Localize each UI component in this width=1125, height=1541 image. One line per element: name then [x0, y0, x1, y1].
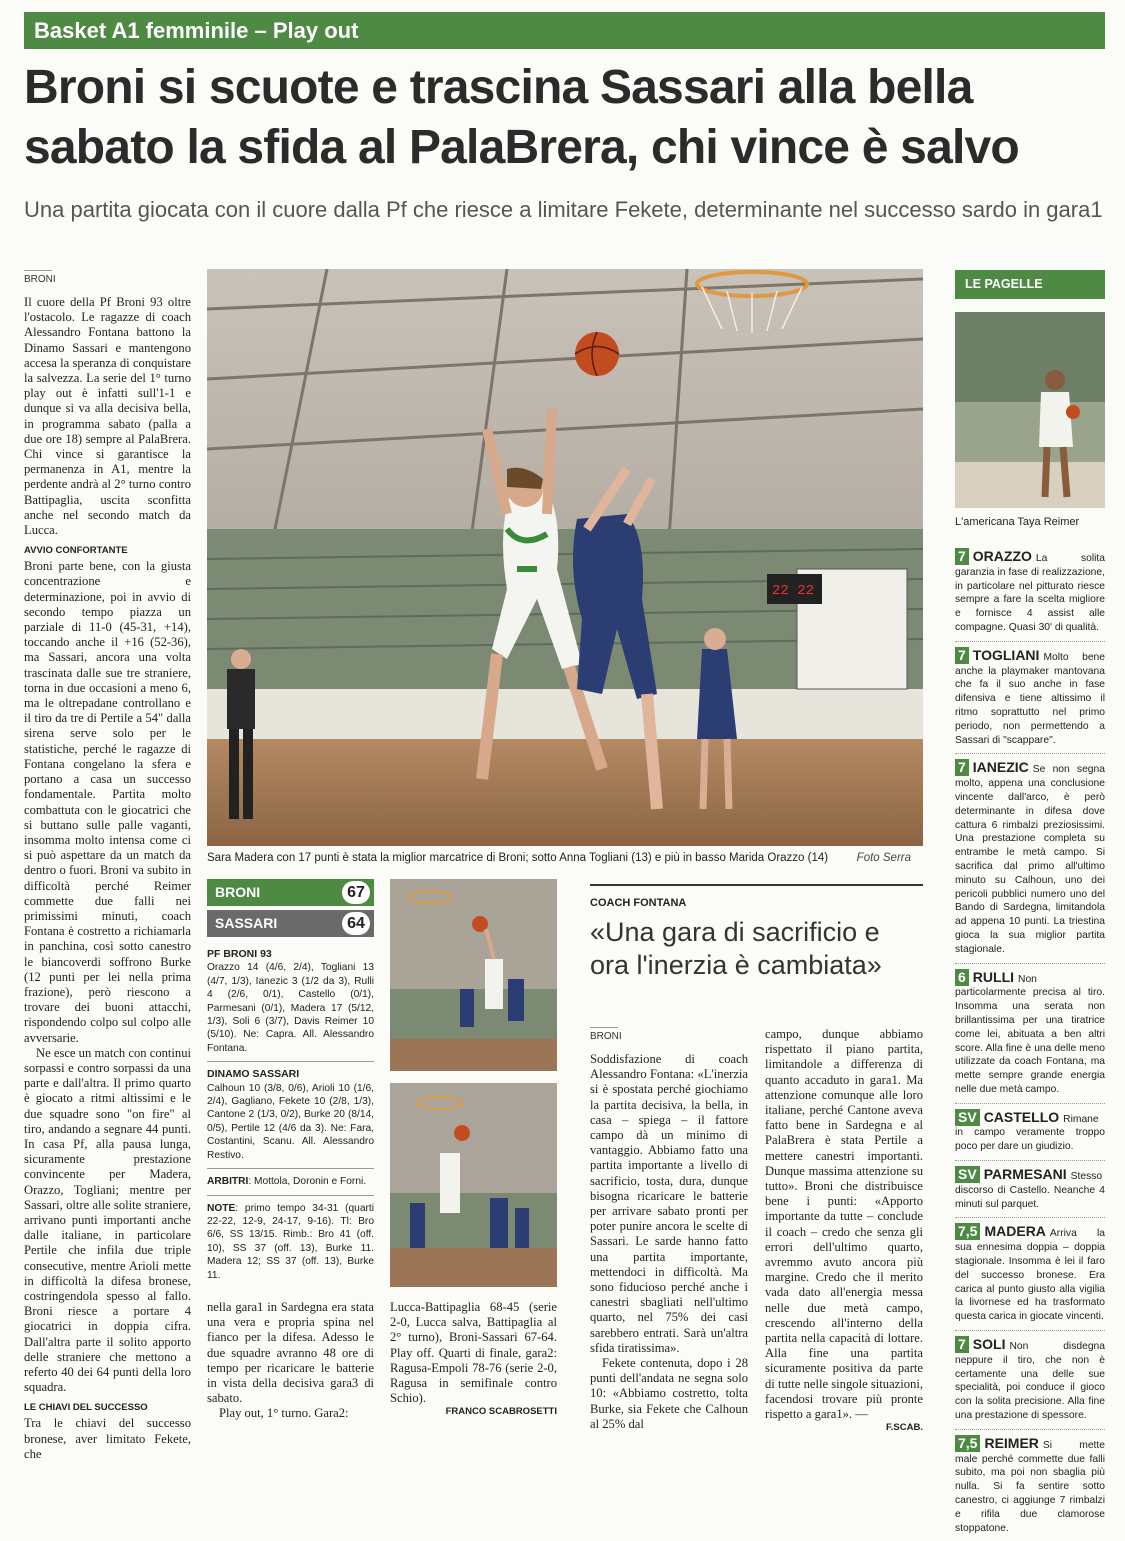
photo-credit: Foto Serra	[856, 852, 911, 864]
grade-text: Non disdegna neppure il tiro, che non è certamente una delle sue specialità, poi conduce il gioco con la solita precisione. Alla fine una prestazione di spessore.	[955, 1341, 1105, 1422]
photo-orazzo	[390, 1083, 557, 1287]
pagelle-title: LE PAGELLE	[955, 270, 1105, 299]
player-name: MADERA	[984, 1223, 1046, 1240]
dateline: BRONI	[590, 1027, 618, 1042]
grade-item	[955, 548, 1105, 635]
grade-item	[955, 1429, 1105, 1536]
referees	[207, 1175, 374, 1188]
notes-label: NOTE	[207, 1202, 236, 1214]
article-paragraph: nella gara1 in Sardegna era stata una vera e propria spina nel fianco per la difesa. Adesso le due squadre avranno 48 ore di tempo per ricaricare le batterie in vista della decisiva gara3 di sabato.	[207, 1300, 374, 1406]
coach-paragraph: campo, dunque abbiamo rispettato il piano partita, limitandole a differenza di quanto accaduto in gara1. Ma attenzione comunque alle loro italiane, perché Cantone aveva fatto bene in Sardegna e al PalaBrera è stata Pertile a mettere canestri importanti. Dunque massima attenzione su tutto». Broni che distribuisce bene i punti: «Apporto importante da tutte – conclude il coach – credo che senza gli errori dell'ultimo quarto, avremmo avuto ancora più margine. Credo che il merito vada dato all'energia messa nelle due metà campo, crescendo all'interno della partita nella capacità di lottare. Alla fine una partita sicuramente positiva da parte di tutte nelle singole situazioni, facendosi trovare più pronte rispetto a gara1». —	[765, 1027, 923, 1422]
grade-text: Se non segna molto, appena una conclusione vincente dall'arco, è però determinante in difesa dove cattura 6 rimbalzi preziosissimi. Una prestazione completa su entrambe le metà campo. Si sacrifica dal primo all'ultimo minuto su Calhoun, uno dei pericoli pubblici numero uno del Bando di Sardegna, limitandola ad appena 10 punti. La triestina gioca la sua miglior partita stagionale.	[955, 764, 1105, 955]
article-paragraph: Il cuore della Pf Broni 93 oltre l'ostacolo. Le ragazze di coach Alessandro Fontana battono la Dinamo Sassari e mantengono accesa la speranza di conquistare la salvezza. La serie del 1° turno play out è infatti sull'1-1 e dunque si va alla decisiva bella, in programma sabato (palla a due ore 18) sempre al PalaBrera. Chi vince si garantisce la permanenza in A1, mentre la perdente andrà al 2° turno contro Battipaglia, uscita sconfitta anche nel secondo match da Lucca.	[24, 295, 191, 538]
grade-vote: 7,5	[955, 1223, 980, 1240]
headline: Broni si scuote e trascina Sassari alla bella sabato la sfida al PalaBrera, chi vince è salvo	[24, 61, 1019, 174]
coach-paragraph: Soddisfazione di coach Alessandro Fontana: «L'inerzia si è spostata perché giochiamo la partita decisiva, la bella, in casa – spiega – il fattore campo dà un minimo di vantaggio. Abbiamo fatto una partita importante a livello di sacrificio, tosta, dura, dunque bisogna ricaricare le batterie per arrivare sabato pronti per poter punire ancora le scelte di Sassari. Le sarde hanno fatto una partita importante, mettendoci in difficoltà. Ma sono fiducioso perché anche i canestri sbagliati nell'ultimo quarto, nel 75% dei casi sarebbero entrati. Sarà un'altra sfida tiratissima».	[590, 1052, 748, 1355]
grade-item	[955, 1217, 1105, 1324]
grade-item	[955, 963, 1105, 1097]
coach-column-1	[590, 1027, 748, 1432]
grade-item	[955, 753, 1105, 956]
pagelle-photo	[955, 312, 1105, 508]
article-paragraph: Broni parte bene, con la giusta concentrazione e determinazione, poi in avvio di secondo tempo piazza un parziale di 11-0 (45-31, +14), toccando anche il +16 (52-36), ma Sassari, ancora una volta trascinata dalle sue tre straniere, torna in due occasioni a meno 6, ma le oltrepadane controllano e il tiro da tre di Pertile a 54" dalla sirena serve solo per le statistiche, perché le ragazze di Fontana congelano la sfera e portano a casa un successo fondamentale. Partita molto combattuta con le giocatrici che si buttano sulle palle vaganti, insomma molto intensa come ci si può aspettare da un match da dentro o fuori. Broni va subito in difficoltà perché Reimer commette due falli nei primissimi minuti, coach Fontana è costretto a richiamarla in panchina, così sotto canestro le biancoverdi soffrono Burke (12 punti per lei nella prima frazione), però riescono a trovare dei buoni attacchi, rispondendo colpo sul colpo alle avversarie.	[24, 559, 191, 1045]
grade-text: Rimane in campo veramente troppo poco per dare un giudizio.	[955, 1113, 1105, 1153]
grade-text: Stesso discorso di Castello. Neanche 4 minuti sul parquet.	[955, 1171, 1105, 1210]
away-score-bar	[207, 910, 374, 937]
grade-text: Arriva la sua ennesima doppia – doppia stagionale. Insomma è lei il faro del successo bronese. Era carica al punto giusto alla vigilia la livornese ed ha trasformato questa carica in giocate vincenti.	[955, 1228, 1105, 1323]
article-paragraph: Ne esce un match con continui sorpassi e contro sorpassi da una parte e dall'altra. Il primo quarto è giocato a ritmi altissimi e le due squadre sono "on fire" al tiro, andando a segnare 44 punti. In casa Pf, alla pausa lunga, sicuramente prestazione convincente per Madera, Orazzo, Togliani; mentre per Sassari, oltre alle solite straniere, arrivano punti importanti anche dalle italiane, in particolare Pertile che infila due triple consecutive, mentre Arioli mette in difficoltà la difesa bronese, costringendola spesso al fallo. Broni riesce a portare 4 giocatrici in doppia cifra. Dall'altra parte il solito apporto delle straniere che mettono a referto 40 dei 64 punti della loro squadra.	[24, 1045, 191, 1395]
grade-vote: 6	[955, 969, 969, 986]
author-signature: FRANCO SCABROSETTI	[445, 1406, 557, 1418]
article-column-2	[207, 1300, 374, 1422]
grade-text: Molto bene anche la playmaker mantovana che fa il suo anche in fase difensiva e tiene altissimo il ritmo soprattutto nel primo periodo, non permettendo a Sassari di "scappare".	[955, 651, 1105, 746]
boxscore	[207, 948, 374, 1282]
player-name: SOLI	[972, 1336, 1006, 1353]
photo-togliani	[390, 879, 557, 1071]
away-score: 64	[342, 912, 370, 935]
grade-item	[955, 1330, 1105, 1423]
grade-vote: SV	[955, 1109, 980, 1126]
home-team: BRONI	[215, 884, 261, 900]
dateline: BRONI	[24, 270, 52, 285]
coach-quote: «Una gara di sacrificio e ora l'inerzia è cambiata»	[590, 917, 882, 980]
kicker-text: Basket A1 femminile – Play out	[34, 18, 359, 43]
player-name: IANEZIC	[972, 759, 1029, 776]
grade-vote: 7	[955, 759, 969, 776]
photo-caption	[207, 851, 923, 865]
main-photo	[207, 269, 923, 846]
grade-vote: 7	[955, 647, 969, 664]
player-name: CASTELLO	[983, 1108, 1060, 1125]
section-kicker	[24, 12, 1105, 49]
grade-text: La solita garanzia in fase di realizzazione, in particolare nel pitturato riesce sempre a fare la scelta migliore e fornisce 4 assist alle compagne. Quasi 30' di qualità.	[955, 553, 1105, 633]
home-score: 67	[342, 881, 370, 904]
grade-text: Si mette male perché commette due falli subito, ma poi non sbaglia più nulla. Si fa sentire sotto canestro, ci aggiunge 7 rimbalzi e rifila due clamorose stoppatone.	[955, 1439, 1105, 1534]
player-name: ORAZZO	[972, 548, 1032, 564]
player-name: TOGLIANI	[972, 646, 1040, 663]
article-column-1	[24, 270, 191, 1462]
notes	[207, 1202, 374, 1282]
team2-name: DINAMO SASSARI	[207, 1068, 300, 1081]
article-paragraph: Lucca-Battipaglia 68-45 (serie 2-0, Lucca salva, Battipaglia al 2° turno), Broni-Sassari 67-64. Play off. Quarti di finale, gara2: Ragusa-Empoli 78-76 (serie 2-0, Ragusa in semifinale contro Schio).	[390, 1300, 557, 1406]
referees-label: ARBITRI	[207, 1176, 249, 1188]
pagelle-photo-caption: L'americana Taya Reimer	[955, 516, 1080, 528]
notes-text: : primo tempo 34-31 (quarti 22-22, 12-9, 24-17, 9-16). Tl: Bro 6/6, SS 13/15. Rimb.: Bro 41 (off. 10), SS 37 (off. 13), Burke 11. Madera 12; SS 37 (off. 13), Burke 11.	[207, 1202, 374, 1281]
pagelle-list	[955, 548, 1105, 1541]
article-paragraph: Tra le chiavi del successo bronese, aver limitato Fekete, che	[24, 1416, 191, 1461]
team2-players: Calhoun 10 (3/8, 0/6), Arioli 10 (1/6, 2/4), Gagliano, Fekete 10 (2/8, 1/3), Cantone 2 (1/3, 0/2), Burke 20 (8/14, 0/5), Pertile 12 (4/6 da 3). Ne: Fara, Costantini, Scanu. All. Alessandro Restivo.	[207, 1082, 374, 1161]
grade-vote: 7	[955, 548, 969, 565]
home-score-bar	[207, 879, 374, 906]
coach-paragraph: Fekete contenuta, dopo i 28 punti dell'andata ne segna solo 10: «Abbiamo costretto, tolta Burke, sia Fekete che Calhoun al 25% dal	[590, 1356, 748, 1431]
subheading: LE CHIAVI DEL SUCCESSO	[24, 1402, 148, 1414]
grade-vote: SV	[955, 1166, 980, 1183]
grade-item	[955, 1160, 1105, 1211]
team1-name: PF BRONI 93	[207, 948, 272, 960]
article-paragraph: Play out, 1° turno. Gara2:	[219, 1406, 349, 1421]
coach-column-2	[765, 1027, 923, 1433]
caption-text: Sara Madera con 17 punti è stata la miglior marcatrice di Broni; sotto Anna Togliani (13) e più in basso Marida Orazzo (14)	[207, 852, 829, 864]
player-name: RULLI	[972, 968, 1015, 985]
grade-item	[955, 1103, 1105, 1154]
away-team: SASSARI	[215, 915, 278, 931]
referees-text: : Mottola, Doronin e Forni.	[248, 1176, 367, 1188]
scoreboard-digits: 22 22	[772, 583, 815, 599]
subheading: AVVIO CONFORTANTE	[24, 545, 128, 557]
grade-text: Non particolarmente precisa al tiro. Insomma una serata non brillantissima per una tiratrice come lei, abituata a ben altri score. Alla fine è una delle meno utilizzate da coach Fontana, ma mette sempre grande energia nelle due metà campo.	[955, 973, 1105, 1095]
grade-vote: 7,5	[955, 1435, 980, 1452]
coach-label: COACH FONTANA	[590, 884, 923, 912]
player-name: PARMESANI	[983, 1166, 1067, 1183]
grade-vote: 7	[955, 1336, 969, 1353]
team1-players: Orazzo 14 (4/6, 2/4), Togliani 13 (4/7, 1/3), Ianezic 3 (1/2 da 3), Rulli 4 (2/6, 0/1), Castello (0/1), Parmesani (0/1), Madera 17 (5/12, 1/3), Soli 6 (3/7), Davis Reimer 10 (5/10). Ne: Capra. All. Alessandro Fontana.	[207, 962, 374, 1054]
article-column-3	[390, 1300, 557, 1417]
subheadline: Una partita giocata con il cuore dalla Pf che riesce a limitare Fekete, determinante nel successo sardo in gara1	[24, 197, 1103, 222]
grade-item	[955, 641, 1105, 748]
coach-author: F.SCAB.	[886, 1422, 923, 1434]
player-name: REIMER	[984, 1434, 1039, 1451]
